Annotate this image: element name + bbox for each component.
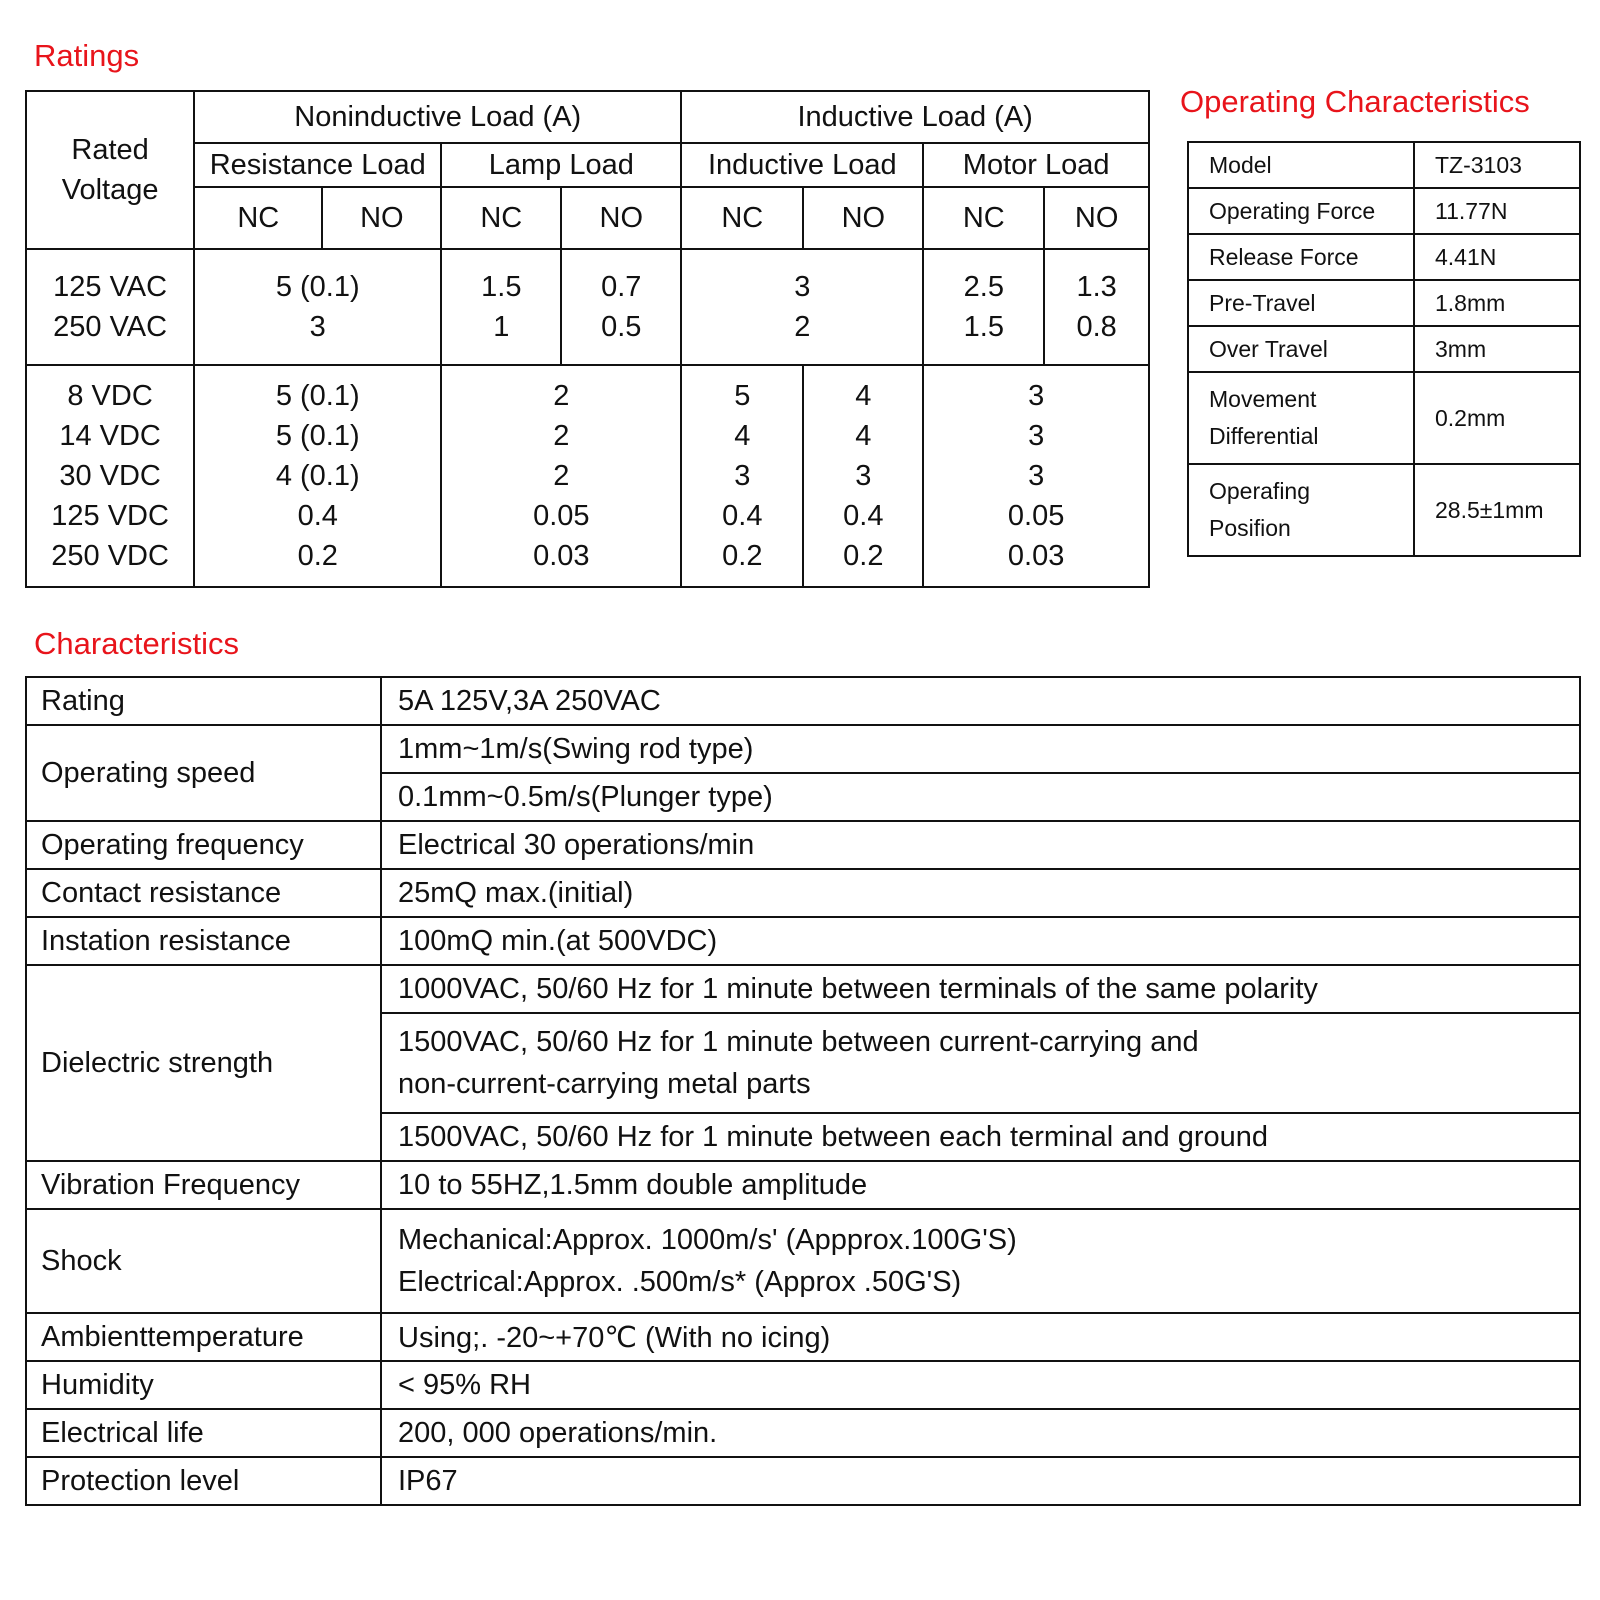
inductive-load-header: Inductive Load (A) (681, 91, 1149, 143)
characteristics-table (25, 676, 1581, 1506)
lamp-nc-header: NC (441, 187, 561, 249)
char-row-instation-resistance (26, 917, 1580, 965)
char-value: Using;. -20~+70℃ (With no icing) (381, 1313, 1580, 1361)
ratings-title: Ratings (34, 38, 140, 73)
char-value: 1500VAC, 50/60 Hz for 1 minute between each terminal and ground (381, 1113, 1580, 1161)
dc-inductive-nc-values: 5 4 3 0.4 0.2 (681, 365, 803, 587)
char-label: Vibration Frequency (26, 1161, 381, 1209)
rated-voltage-header: Rated Voltage (26, 91, 194, 249)
dc-voltages: 8 VDC 14 VDC 30 VDC 125 VDC 250 VDC (26, 365, 194, 587)
char-label: Electrical life (26, 1409, 381, 1457)
inductive-load-subheader: Inductive Load (681, 143, 923, 187)
char-value: 25mQ max.(initial) (381, 869, 1580, 917)
char-row-operating-frequency (26, 821, 1580, 869)
op-value: 3mm (1414, 326, 1580, 372)
char-label: Operating frequency (26, 821, 381, 869)
char-row-electrical-life (26, 1409, 1580, 1457)
char-row-ambient-temperature (26, 1313, 1580, 1361)
char-label: Dielectric strength (26, 965, 381, 1161)
char-label: Humidity (26, 1361, 381, 1409)
char-row-operating-speed (26, 725, 1580, 773)
op-value: TZ-3103 (1414, 142, 1580, 188)
op-row-operating-position (1188, 464, 1580, 556)
char-value: 200, 000 operations/min. (381, 1409, 1580, 1457)
motor-nc-header: NC (923, 187, 1044, 249)
op-row-pre-travel (1188, 280, 1580, 326)
operating-characteristics-title: Operating Characteristics (1180, 84, 1530, 119)
ac-resistance-values: 5 (0.1) 3 (194, 249, 441, 365)
op-value: 28.5±1mm (1414, 464, 1580, 556)
op-row-over-travel (1188, 326, 1580, 372)
char-value: 5A 125V,3A 250VAC (381, 677, 1580, 725)
op-row-release-force (1188, 234, 1580, 280)
op-value: 0.2mm (1414, 372, 1580, 464)
char-row-contact-resistance (26, 869, 1580, 917)
op-row-model (1188, 142, 1580, 188)
op-label: Model (1188, 142, 1414, 188)
char-row-dielectric-strength (26, 965, 1580, 1013)
char-label: Protection level (26, 1457, 381, 1505)
op-row-operating-force (1188, 188, 1580, 234)
char-value: IP67 (381, 1457, 1580, 1505)
char-value: < 95% RH (381, 1361, 1580, 1409)
dc-lamp-values: 2 2 2 0.05 0.03 (441, 365, 681, 587)
char-value: Mechanical:Approx. 1000m/s' (Appprox.100G'S) Electrical:Approx. .500m/s* (Approx .50G'S) (381, 1209, 1580, 1313)
ac-inductive-values: 3 2 (681, 249, 923, 365)
ac-voltages: 125 VAC 250 VAC (26, 249, 194, 365)
op-label: Release Force (1188, 234, 1414, 280)
op-row-movement-differential (1188, 372, 1580, 464)
op-label: Movement Differential (1188, 372, 1414, 464)
inductive-nc-header: NC (681, 187, 803, 249)
dc-resistance-values: 5 (0.1) 5 (0.1) 4 (0.1) 0.4 0.2 (194, 365, 441, 587)
char-label: Operating speed (26, 725, 381, 821)
ac-ratings-row (26, 249, 1149, 365)
ratings-table (25, 90, 1150, 588)
inductive-no-header: NO (803, 187, 923, 249)
dc-motor-values: 3 3 3 0.05 0.03 (923, 365, 1149, 587)
op-label: Pre-Travel (1188, 280, 1414, 326)
resistance-nc-header: NC (194, 187, 322, 249)
resistance-load-header: Resistance Load (194, 143, 441, 187)
operating-characteristics-table (1187, 141, 1581, 557)
lamp-no-header: NO (561, 187, 681, 249)
char-label: Contact resistance (26, 869, 381, 917)
motor-no-header: NO (1044, 187, 1149, 249)
op-label: Over Travel (1188, 326, 1414, 372)
char-row-humidity (26, 1361, 1580, 1409)
char-row-protection-level (26, 1457, 1580, 1505)
noninductive-load-header: Noninductive Load (A) (194, 91, 681, 143)
char-label: Instation resistance (26, 917, 381, 965)
motor-load-header: Motor Load (923, 143, 1149, 187)
op-value: 4.41N (1414, 234, 1580, 280)
char-row-shock (26, 1209, 1580, 1313)
characteristics-title: Characteristics (34, 626, 239, 661)
ac-motor-no-values: 1.3 0.8 (1044, 249, 1149, 365)
lamp-load-header: Lamp Load (441, 143, 681, 187)
dc-ratings-row (26, 365, 1149, 587)
op-label: Operating Force (1188, 188, 1414, 234)
ac-lamp-no-values: 0.7 0.5 (561, 249, 681, 365)
resistance-no-header: NO (322, 187, 441, 249)
dc-inductive-no-values: 4 4 3 0.4 0.2 (803, 365, 923, 587)
char-value: Electrical 30 operations/min (381, 821, 1580, 869)
ac-motor-nc-values: 2.5 1.5 (923, 249, 1044, 365)
char-value: 1500VAC, 50/60 Hz for 1 minute between current-carrying and non-current-carrying metal parts (381, 1013, 1580, 1113)
char-value: 1mm~1m/s(Swing rod type) (381, 725, 1580, 773)
ac-lamp-nc-values: 1.5 1 (441, 249, 561, 365)
char-label: Rating (26, 677, 381, 725)
char-label: Shock (26, 1209, 381, 1313)
char-row-vibration-frequency (26, 1161, 1580, 1209)
char-label: Ambienttemperature (26, 1313, 381, 1361)
op-value: 1.8mm (1414, 280, 1580, 326)
char-value: 1000VAC, 50/60 Hz for 1 minute between terminals of the same polarity (381, 965, 1580, 1013)
char-row-rating (26, 677, 1580, 725)
op-value: 11.77N (1414, 188, 1580, 234)
op-label: Operafing Posifion (1188, 464, 1414, 556)
char-value: 100mQ min.(at 500VDC) (381, 917, 1580, 965)
char-value: 0.1mm~0.5m/s(Plunger type) (381, 773, 1580, 821)
char-value: 10 to 55HZ,1.5mm double amplitude (381, 1161, 1580, 1209)
